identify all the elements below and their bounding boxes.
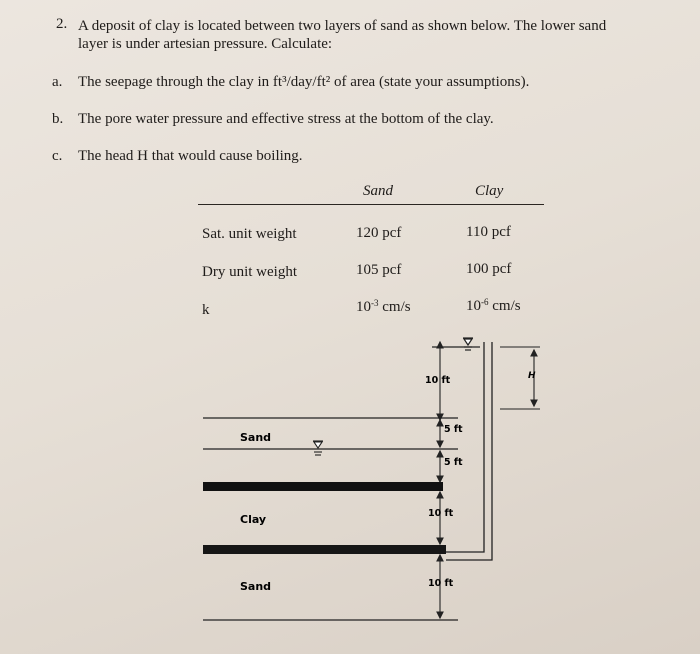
row-k-name: k [202,302,210,318]
layer-label-sand-bottom: Sand [240,580,272,593]
row-dry-sand: 105 pcf [356,262,402,278]
item-c-label: c. [52,148,63,164]
dimension-5ft-lower [437,451,443,482]
question-text-line1: A deposit of clay is located between two layers of sand as shown below. The lower sand [78,18,607,34]
table-header-sand: Sand [363,183,393,199]
label-5ft-upper: 5 ft [444,424,463,435]
row-dry-name: Dry unit weight [202,264,297,280]
standpipe [446,342,492,560]
row-sat-sand: 120 pcf [356,225,402,241]
water-table-symbol-sand [313,441,323,455]
question-text-line2: layer is under artesian pressure. Calculate: [78,36,333,52]
layer-label-clay: Clay [240,513,267,526]
dimension-5ft-upper [437,420,443,447]
clay-top-boundary [203,482,443,491]
row-k-clay: $10^{-6}$ cm/s [466,297,521,314]
label-5ft-lower: 5 ft [444,457,463,468]
item-c-text: The head H that would cause boiling. [78,148,303,164]
row-k-sand: $10^{-3}$ cm/s [356,298,411,315]
item-b-label: b. [52,111,64,127]
item-a-text: The seepage through the clay in ft³/day/ft² of area (state your assumptions). [78,74,530,90]
item-b-text: The pore water pressure and effective stress at the bottom of the clay. [78,111,494,127]
label-10ft-above: 10 ft [425,375,451,386]
row-sat-name: Sat. unit weight [202,226,297,242]
label-10ft-sand: 10 ft [428,578,454,589]
question-number: 2. [56,16,68,32]
row-dry-clay: 100 pcf [466,261,512,277]
label-10ft-clay: 10 ft [428,508,454,519]
clay-bottom-boundary [203,545,446,554]
row-sat-clay: 110 pcf [466,224,511,240]
label-head-H: H [528,371,536,381]
table-header-clay: Clay [475,183,504,199]
item-a-label: a. [52,74,63,90]
layer-label-sand-top: Sand [240,431,272,444]
